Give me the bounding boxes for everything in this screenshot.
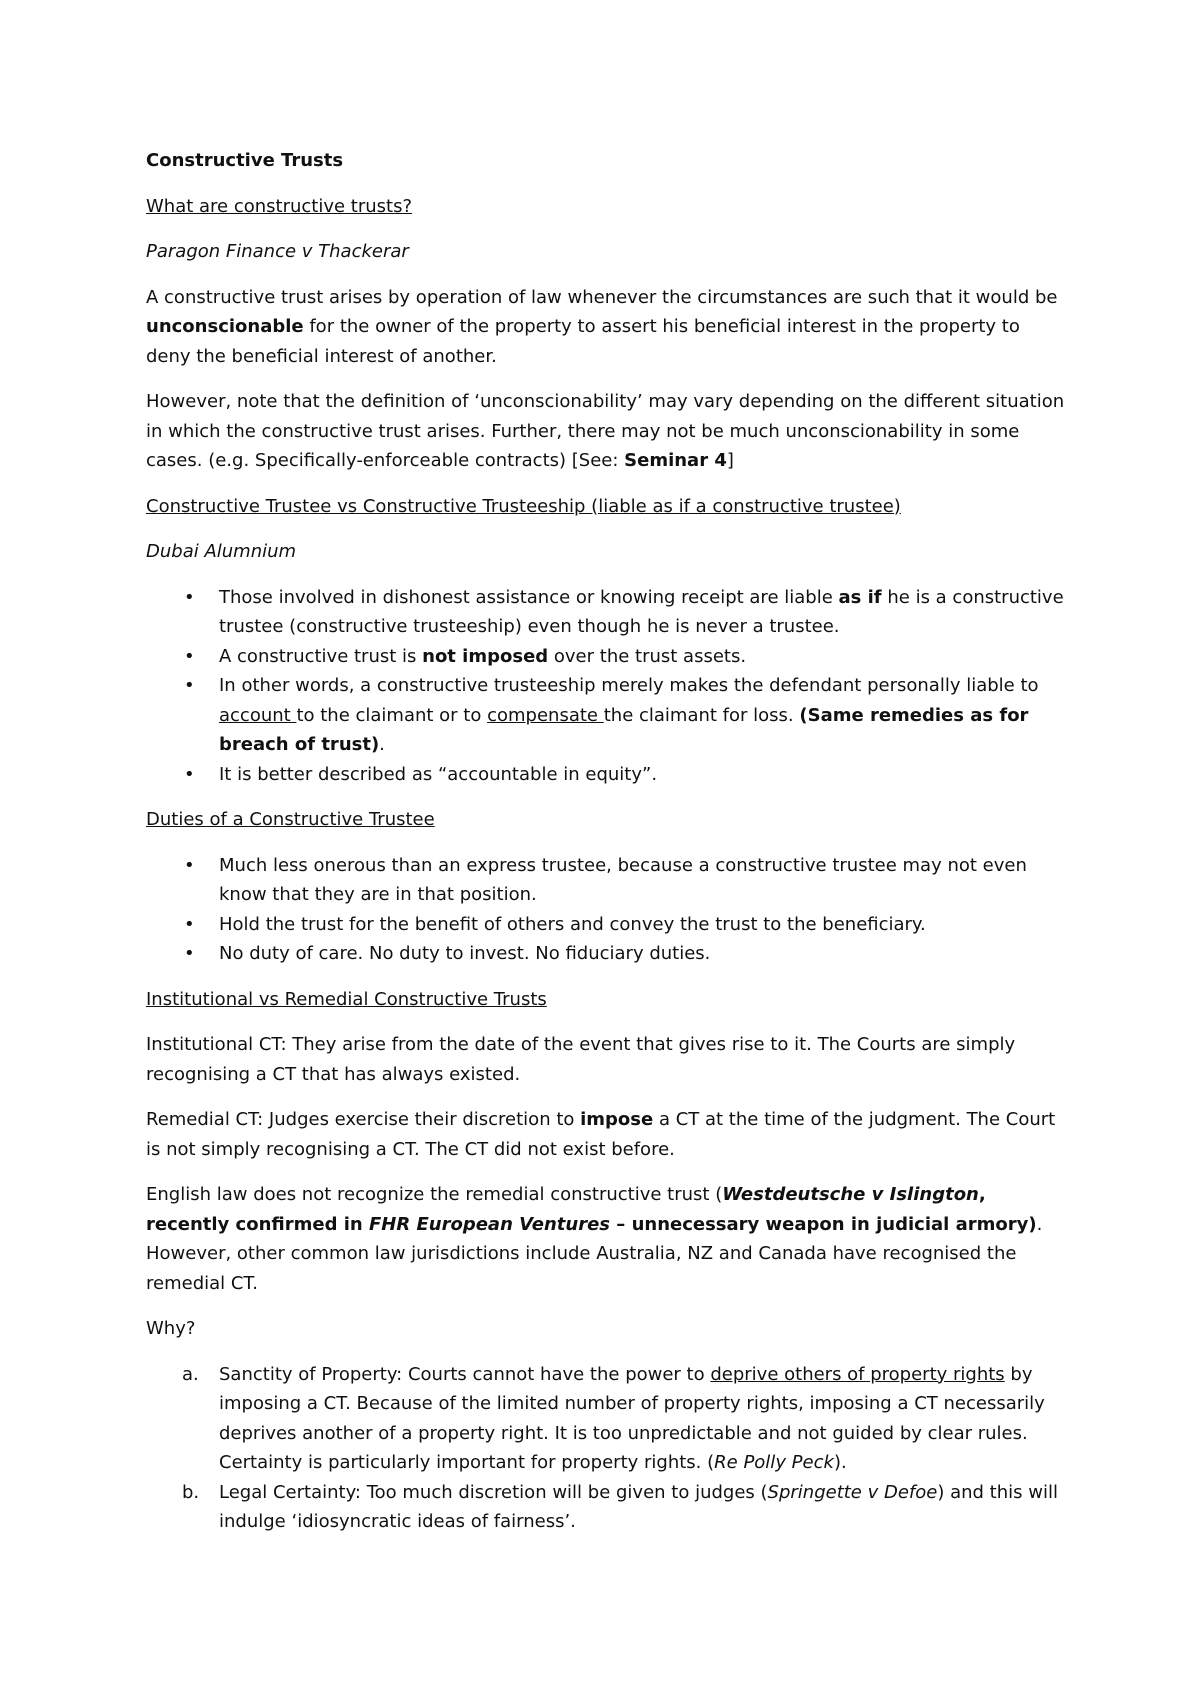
list-item [146, 851, 1066, 910]
heading-duties: Duties of a Constructive Trustee [146, 809, 435, 830]
text: by imposing a CT. Because of the limited number of property rights, imposing a CT necessarily deprives another of a property right. It is too unpredictable and not guided by clear rules. Certainty is particularly important for property rights. ( [219, 1363, 1045, 1473]
bold-text: Seminar 4 [624, 450, 727, 471]
bullet-icon: • [184, 913, 195, 935]
bullet-icon: • [184, 586, 195, 608]
document-page [146, 146, 1066, 1553]
case-fhr: FHR European Ventures [369, 1213, 611, 1235]
text: a CT at the time of the judgment. The Court is not simply recognising a CT. The CT did not exist before. [146, 1109, 1056, 1160]
underlined-text: deprive others of property rights [710, 1363, 1005, 1385]
list-item [146, 1360, 1066, 1478]
bullet-list-duties [146, 851, 1066, 969]
bullet-icon: • [184, 645, 195, 667]
heading-trustee-vs-trusteeship: Constructive Trustee vs Constructive Trusteeship (liable as if a constructive trustee) [146, 495, 901, 517]
case-re-polly-peck: Re Polly Peck [714, 1452, 834, 1473]
paragraph-however [146, 387, 1066, 476]
text: Sanctity of Property: Courts cannot have the power to [219, 1363, 711, 1385]
heading-institutional-vs-remedial: Institutional vs Remedial Constructive Trusts [146, 988, 547, 1010]
bullet-icon: • [184, 763, 195, 785]
list-item [146, 583, 1066, 642]
underlined-text: compensate [487, 704, 604, 726]
list-marker: a. [182, 1363, 199, 1385]
text: the claimant for loss. [603, 704, 800, 726]
bold-text: , recently confirmed in [146, 1184, 986, 1235]
list-item [146, 910, 1066, 940]
document-title: Constructive Trusts [146, 150, 344, 171]
text: In other words, a constructive trusteeship merely makes the defendant personally liable to [219, 675, 1039, 696]
heading-what-are-constructive-trusts: What are constructive trusts? [146, 195, 413, 217]
paragraph-institutional: Institutional CT: They arise from the date of the event that gives rise to it. The Courts are simply recognising a CT that has always existed. [146, 1034, 1016, 1085]
text: It is better described as “accountable in equity”. [219, 763, 658, 785]
paragraph-remedial [146, 1105, 1066, 1164]
text: . [379, 734, 385, 755]
text: Much less onerous than an express trustee, because a constructive trustee may not even know that they are in that position. [219, 854, 1027, 905]
text: . However, other common law jurisdictions include Australia, NZ and Canada have recognised the remedial CT. [146, 1213, 1043, 1294]
bullet-icon: • [184, 943, 195, 964]
text: to the claimant or to [296, 704, 488, 726]
case-dubai: Dubai Alumnium [146, 541, 297, 562]
list-marker: b. [182, 1481, 200, 1503]
list-item [146, 939, 1066, 969]
list-item [146, 671, 1066, 760]
text: he is a constructive trustee (constructive trusteeship) even though he is never a trustee. [219, 586, 1064, 637]
text: ). [833, 1452, 847, 1473]
text: for the owner of the property to assert his beneficial interest in the property to deny the beneficial interest of another. [146, 316, 1020, 367]
text: Hold the trust for the benefit of others and convey the trust to the beneficiary. [219, 913, 926, 935]
paragraph-definition [146, 283, 1066, 372]
text: over the trust assets. [548, 645, 747, 667]
list-item [146, 642, 1066, 672]
paragraph-why: Why? [146, 1318, 196, 1339]
bullet-icon: • [184, 675, 195, 696]
text: No duty of care. No duty to invest. No fiduciary duties. [219, 943, 711, 964]
text: However, note that the definition of ‘unconscionability’ may vary depending on the different situation in which the constructive trust arises. Further, there may not be much unconscionability in some cases. (e.g. Specifically-enforceable contracts) [See: [146, 391, 1065, 471]
list-item [146, 760, 1066, 790]
bold-text: as if [838, 586, 882, 608]
bullet-list-trusteeship [146, 583, 1066, 790]
bullet-icon: • [184, 854, 195, 876]
paragraph-english-law [146, 1180, 1066, 1298]
case-westdeutsche: Westdeutsche v Islington [722, 1184, 979, 1205]
text: English law does not recognize the remedial constructive trust ( [146, 1184, 723, 1205]
text: ) and this will indulge ‘idiosyncratic ideas of fairness’. [219, 1481, 1058, 1532]
text: Those involved in dishonest assistance or knowing receipt are liable [219, 586, 839, 608]
text: ] [726, 450, 734, 471]
text: Remedial CT: Judges exercise their discretion to [146, 1109, 581, 1130]
bold-text: unconscionable [146, 316, 304, 337]
bold-text: (Same remedies as for breach of trust) [219, 704, 1029, 755]
text: Legal Certainty: Too much discretion will be given to judges ( [219, 1481, 768, 1503]
text: A constructive trust is [219, 645, 423, 667]
lettered-list-why [146, 1360, 1066, 1537]
case-paragon: Paragon Finance v Thackerar [146, 241, 409, 262]
case-springette: Springette v Defoe [767, 1481, 938, 1503]
bold-text: not imposed [422, 645, 549, 667]
underlined-text: account [219, 704, 297, 726]
bold-text: impose [580, 1109, 654, 1130]
list-item [146, 1478, 1066, 1537]
text: A constructive trust arises by operation of law whenever the circumstances are such that it would be [146, 286, 1058, 308]
bold-text: – unnecessary weapon in judicial armory) [610, 1213, 1037, 1235]
